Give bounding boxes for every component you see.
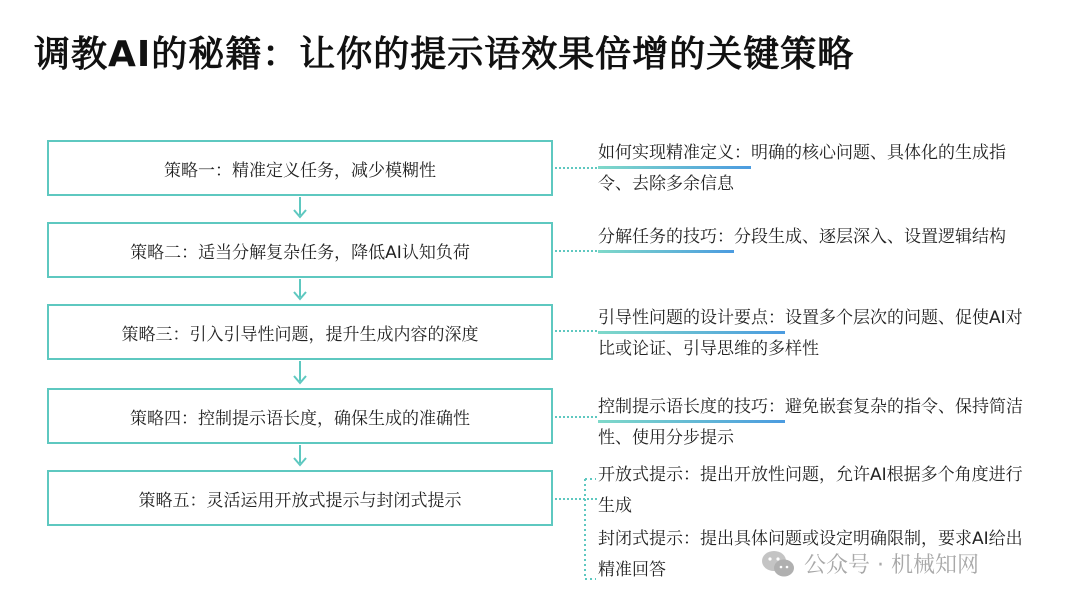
wechat-icon xyxy=(760,549,796,579)
note-2 xyxy=(598,222,1038,253)
watermark-text: 公众号 · 机械知网 xyxy=(804,553,979,578)
connector-4 xyxy=(555,416,597,418)
strategy-box-1: 策略一：精准定义任务，减少模糊性 xyxy=(47,140,553,196)
note-6-head: 封闭式提示： xyxy=(598,529,700,549)
strategy-box-2: 策略二：适当分解复杂任务，降低AI认知负荷 xyxy=(47,222,553,278)
note-4-body: 避免嵌套复杂的指令、保持简洁性、使用分步提示 xyxy=(598,397,1023,448)
note-6-body: 提出具体问题或设定明确限制，要求AI给出精准回答 xyxy=(598,529,1023,580)
watermark xyxy=(760,548,979,579)
note-3-body: 设置多个层次的问题、促使AI对比或论证、引导思维的多样性 xyxy=(598,308,1023,359)
flow-arrow-2 xyxy=(290,279,310,304)
note-4-head: 控制提示语长度的技巧： xyxy=(598,392,785,423)
note-4 xyxy=(598,392,1038,454)
note-2-body: 分段生成、逐层深入、设置逻辑结构 xyxy=(734,227,1006,247)
strategy-box-4: 策略四：控制提示语长度，确保生成的准确性 xyxy=(47,388,553,444)
connector-3 xyxy=(555,330,597,332)
note-2-head: 分解任务的技巧： xyxy=(598,222,734,253)
note-1-body: 明确的核心问题、具体化的生成指令、去除多余信息 xyxy=(598,143,1006,194)
note-1 xyxy=(598,138,1038,200)
note-3 xyxy=(598,303,1038,365)
strategy-box-3: 策略三：引入引导性问题，提升生成内容的深度 xyxy=(47,304,553,360)
note-1-head: 如何实现精准定义： xyxy=(598,138,751,169)
flow-arrow-3 xyxy=(290,361,310,388)
page-title: 调教AI的秘籍：让你的提示语效果倍增的关键策略 xyxy=(34,34,855,75)
note-3-head: 引导性问题的设计要点： xyxy=(598,303,785,334)
note-5-head: 开放式提示： xyxy=(598,465,700,485)
note-5 xyxy=(598,460,1038,522)
strategy-box-5: 策略五：灵活运用开放式提示与封闭式提示 xyxy=(47,470,553,526)
flow-arrow-1 xyxy=(290,197,310,222)
connector-2 xyxy=(555,250,597,252)
note-5-body: 提出开放性问题，允许AI根据多个角度进行生成 xyxy=(598,465,1023,516)
flow-arrow-4 xyxy=(290,445,310,470)
connector-5-bracket xyxy=(583,475,597,585)
connector-1 xyxy=(555,167,597,169)
